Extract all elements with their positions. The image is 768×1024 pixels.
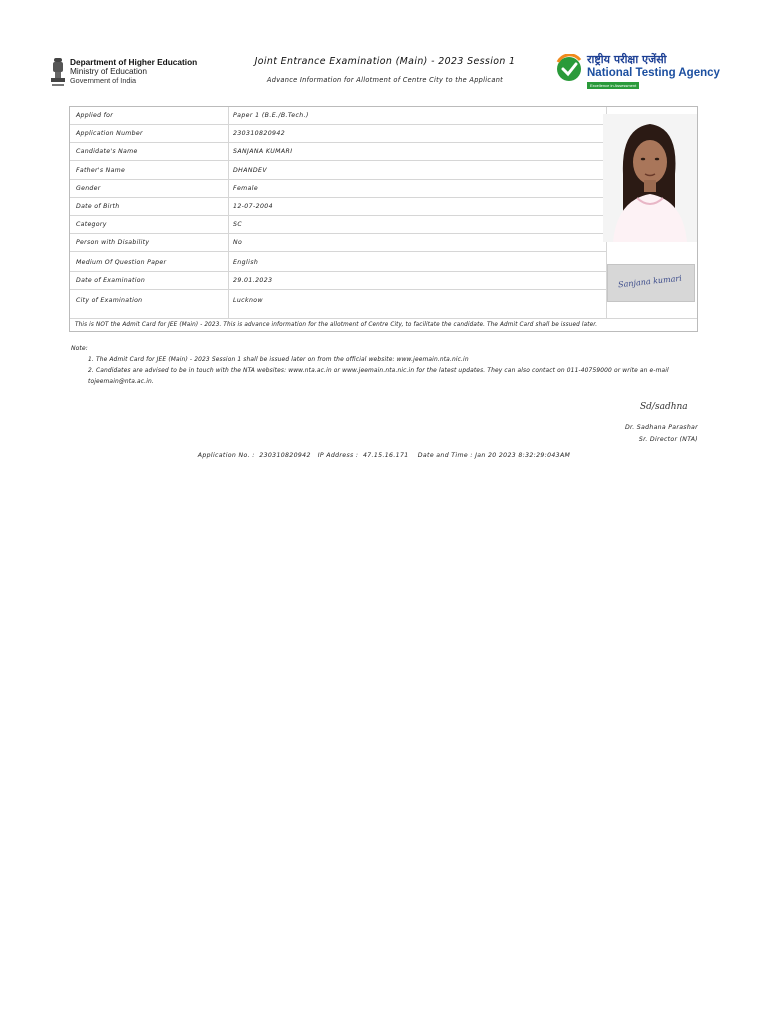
row-value: 230310820942 [233, 130, 286, 137]
row-value: SC [233, 221, 243, 228]
row-value: Female [233, 185, 259, 192]
note-item: 1. The Admit Card for JEE (Main) - 2023 Session 1 shall be issued later on from the official website: www.jeemain.nta.nic.in [88, 357, 469, 363]
table-row [70, 107, 606, 125]
table-row [70, 216, 606, 234]
nta-tagline: Excellence in Assessment [587, 82, 639, 89]
note-item: 2. Candidates are advised to be in touch with the NTA websites: www.nta.ac.in or www.jeemain.nta.nic.in for the latest updates. They can also contact on 011-40759000 or write an e-mail tojeemain@nta.ac.in. [88, 368, 669, 385]
nta-logo-block [556, 52, 736, 92]
row-value: English [233, 259, 259, 266]
note-heading: Note: [71, 345, 88, 352]
candidate-signature [607, 264, 695, 302]
disclaimer-text: This is NOT the Admit Card for JEE (Main) - 2023. This is advance information for the allotment of Centre City, to facilitate the candidate. The Admit Card shall be issued later. [75, 322, 598, 328]
row-value: 12-07-2004 [233, 203, 273, 210]
table-row [70, 272, 606, 290]
row-value: Paper 1 (B.E./B.Tech.) [233, 112, 309, 119]
director-name: Dr. Sadhana Parashar [624, 424, 698, 431]
row-value: No [233, 239, 243, 246]
table-row [70, 143, 606, 161]
candidate-signature-text: Sanjana kumari [617, 273, 683, 290]
disclaimer-row [70, 318, 697, 332]
row-label: Candidate's Name [76, 148, 138, 155]
nta-check-logo-icon [556, 54, 582, 82]
row-label: Father's Name [76, 167, 126, 174]
row-value: DHANDEV [233, 167, 267, 174]
table-row [70, 234, 606, 252]
row-value: 29.01.2023 [233, 277, 273, 284]
row-label: Category [76, 221, 107, 228]
row-label: Person with Disability [76, 239, 150, 246]
footer-meta: Application No. : 230310820942 IP Address : 47.15.16.171 Date and Time : Jan 20 2023 8:32:29:043AM [197, 452, 571, 459]
nta-english-name: National Testing Agency [587, 67, 720, 79]
row-value: SANJANA KUMARI [233, 148, 293, 155]
row-label: Medium Of Question Paper [76, 259, 167, 266]
row-label: Applied for [76, 112, 114, 119]
row-value: Lucknow [233, 297, 263, 304]
row-label: Application Number [76, 130, 143, 137]
director-signature: Sd/sadhna [640, 402, 688, 412]
candidate-photo [603, 114, 697, 242]
document-subtitle: Advance Information for Allotment of Centre City to the Applicant [266, 76, 504, 84]
table-row [70, 162, 606, 180]
national-emblem-icon [50, 57, 66, 89]
table-row [70, 292, 606, 314]
ministry-logo-block [50, 57, 220, 91]
row-label: Date of Birth [76, 203, 120, 210]
row-label: Gender [76, 185, 101, 192]
table-row [70, 254, 606, 272]
row-label: Date of Examination [76, 277, 146, 284]
table-row [70, 180, 606, 198]
table-row [70, 198, 606, 216]
ministry-name: Ministry of Education [70, 66, 148, 76]
row-label: City of Examination [76, 297, 143, 304]
nta-hindi-name: राष्ट्रीय परीक्षा एजेंसी [587, 53, 667, 66]
table-row [70, 125, 606, 143]
dept-name: Department of Higher Education [70, 57, 198, 67]
government-name: Government of India [70, 76, 137, 85]
director-designation: Sr. Director (NTA) [638, 436, 698, 443]
document-title: Joint Entrance Examination (Main) - 2023 Session 1 [254, 56, 516, 67]
